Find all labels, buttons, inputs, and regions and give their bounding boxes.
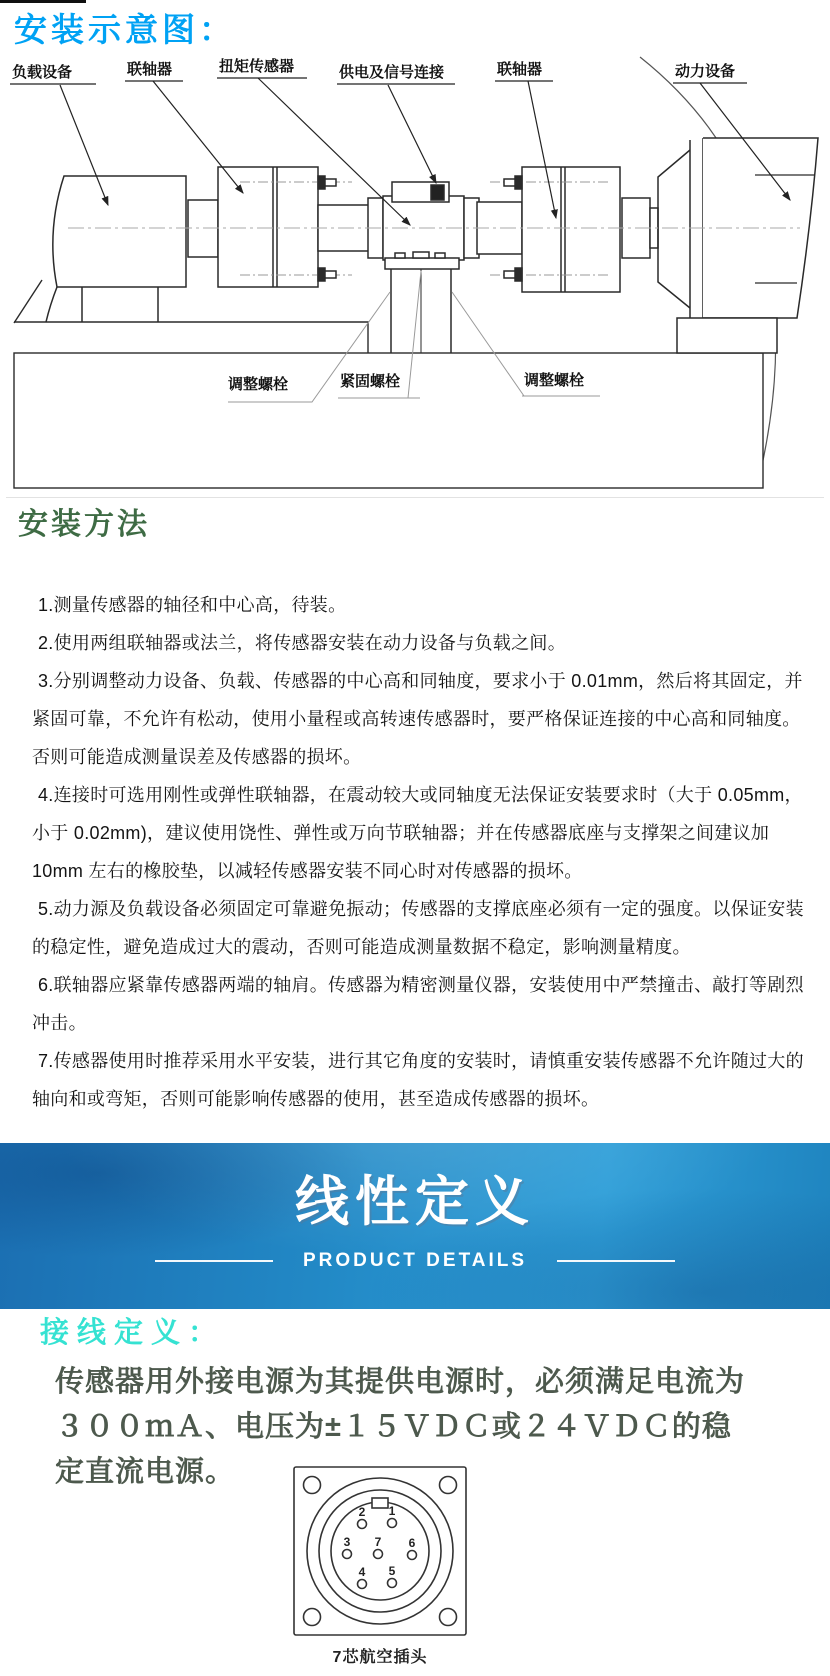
install-step: 1.测量传感器的轴径和中心高，待装。 bbox=[38, 595, 347, 615]
load-equipment-block bbox=[46, 176, 218, 322]
install-step: 3.分别调整动力设备、负载、传感器的中心高和同轴度，要求小于 0.01mm，然后将其固定，并紧固可靠，不允许有松动，使用小量程或高转速传感器时，要严格保证连接的中心高和同轴度。否则可能造成测量误差及传感器的损坏。 bbox=[32, 671, 803, 767]
mount-hole bbox=[440, 1609, 457, 1626]
subtitle-rule-left bbox=[155, 1260, 273, 1262]
label-power-signal-connection: 供电及信号连接 bbox=[339, 64, 445, 81]
page-title: 安装示意图： bbox=[14, 11, 236, 48]
install-method-section bbox=[18, 506, 812, 1118]
label-adjust-bolt-left: 调整螺栓 bbox=[228, 376, 289, 393]
install-step: 7.传感器使用时推荐采用水平安装，进行其它角度的安装时，请慎重安装传感器不允许随过大的轴向和或弯矩，否则可能影响传感器的使用，甚至造成传感器的损坏。 bbox=[32, 1051, 804, 1109]
aviation-plug-caption: 7芯航空插头 bbox=[332, 1649, 428, 1666]
pin-label-2: 2 bbox=[358, 1505, 366, 1519]
label-fastening-bolt: 紧固螺栓 bbox=[340, 373, 401, 390]
pin bbox=[358, 1580, 367, 1589]
pin bbox=[343, 1550, 352, 1559]
torque-sensor-block bbox=[368, 182, 479, 353]
banner-subtitle-row bbox=[0, 1250, 830, 1272]
installation-diagram bbox=[0, 55, 830, 495]
label-adjust-bolt-right: 调整螺栓 bbox=[524, 372, 585, 389]
pin-label-3: 3 bbox=[343, 1535, 351, 1549]
power-note-line: ３００ｍＡ、电压为±１５ＶＤＣ或２４ＶＤＣ的稳 bbox=[55, 1411, 732, 1443]
pin-label-5: 5 bbox=[388, 1564, 396, 1578]
power-equipment-block bbox=[622, 138, 818, 353]
banner-title: 线性定义 bbox=[295, 1172, 535, 1232]
pin bbox=[388, 1579, 397, 1588]
power-note-line: 定直流电源。 bbox=[55, 1456, 236, 1488]
aviation-plug-diagram bbox=[292, 1464, 468, 1642]
label-load-equipment: 负载设备 bbox=[12, 64, 73, 81]
install-steps-list bbox=[18, 586, 812, 1118]
label-coupling-left: 联轴器 bbox=[127, 61, 173, 78]
wiring-definition-heading: 接线定义： bbox=[40, 1317, 226, 1349]
pin bbox=[374, 1550, 383, 1559]
mount-hole bbox=[440, 1477, 457, 1494]
scan-artifact-strip bbox=[0, 0, 86, 3]
banner-subtitle: PRODUCT DETAILS bbox=[302, 1250, 528, 1271]
product-details-banner bbox=[0, 1143, 830, 1309]
label-torque-sensor: 扭矩传感器 bbox=[219, 58, 295, 75]
power-note-line: 传感器用外接电源为其提供电源时，必须满足电流为 bbox=[55, 1366, 746, 1398]
mount-hole bbox=[304, 1609, 321, 1626]
keyway-notch bbox=[372, 1498, 388, 1508]
label-coupling-right: 联轴器 bbox=[497, 61, 543, 78]
install-step: 4.连接时可选用刚性或弹性联轴器，在震动较大或同轴度无法保证安装要求时（大于 0.05mm，小于 0.02mm)，建议使用饶性、弹性或万向节联轴器；并在传感器底座与支撑架之间建议加 10mm 左右的橡胶垫，以减轻传感器安装不同心时对传感器的损坏。 bbox=[32, 785, 803, 881]
pin-label-1: 1 bbox=[388, 1504, 396, 1518]
pin bbox=[358, 1520, 367, 1529]
install-step: 6.联轴器应紧靠传感器两端的轴肩。传感器为精密测量仪器，安装使用中严禁撞击、敲打等剧烈冲击。 bbox=[32, 975, 804, 1033]
test-bench bbox=[14, 280, 790, 488]
signal-connector-gland bbox=[431, 185, 444, 200]
pin-label-4: 4 bbox=[358, 1565, 366, 1579]
pin-label-6: 6 bbox=[408, 1536, 416, 1550]
pin-label-7: 7 bbox=[374, 1535, 382, 1549]
pin bbox=[388, 1519, 397, 1528]
scan-divider-line bbox=[6, 497, 824, 498]
mount-hole bbox=[304, 1477, 321, 1494]
pin bbox=[408, 1551, 417, 1560]
install-method-heading: 安装方法 bbox=[18, 508, 150, 541]
subtitle-rule-right bbox=[557, 1260, 675, 1262]
install-step: 2.使用两组联轴器或法兰，将传感器安装在动力设备与负载之间。 bbox=[38, 633, 567, 653]
label-power-equipment: 动力设备 bbox=[675, 63, 736, 80]
install-step: 5.动力源及负载设备必须固定可靠避免振动；传感器的支撑底座必须有一定的强度。以保证安装的稳定性，避免造成过大的震动，否则可能造成测量数据不稳定，影响测量精度。 bbox=[32, 899, 804, 957]
